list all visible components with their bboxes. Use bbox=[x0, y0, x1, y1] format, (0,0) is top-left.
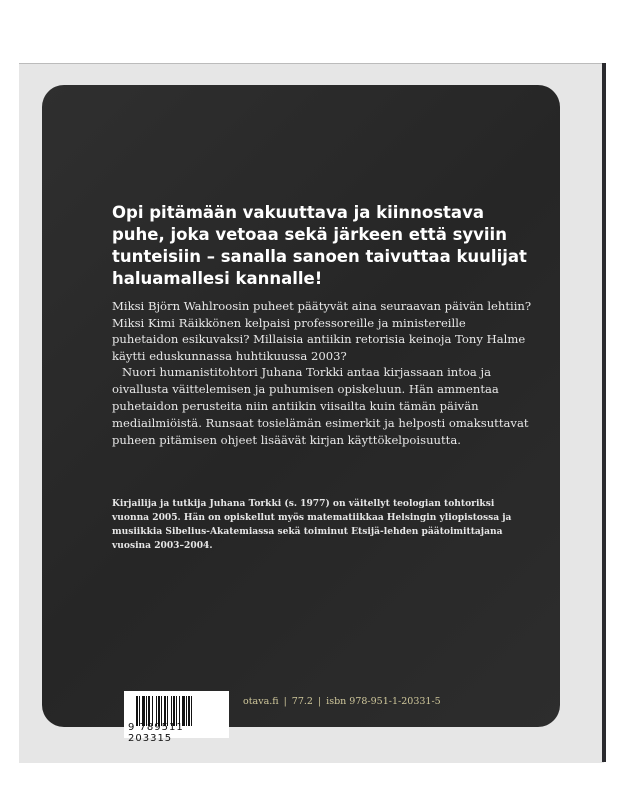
separator: | bbox=[283, 696, 287, 707]
blurb bbox=[112, 298, 532, 449]
barcode bbox=[124, 691, 229, 744]
blurb-paragraph: Nuori humanistitohtori Juhana Torkki antaa kirjassaan intoa ja oivallusta väittelemisen ja puhumisen opiskeluun. Hän ammentaa puhetaidon perusteita niin antiikin viisailta kuin tämän päivän mediailmiöistä. Runsaat tosielämän esimerkit ja helposti omaksuttavat puheen pitämisen ohjeet lisäävät kirjan käyttökelpoisuutta. bbox=[112, 365, 529, 447]
blurb-paragraph: Miksi Björn Wahlroosin puheet päätyvät aina seuraavan päivän lehtiin? Miksi Kimi Räikkönen kelpaisi professoreille ja ministereille puhetaidon esikuvaksi? Millaisia antiikin retorisia keinoja Tony Halme käytti eduskunnassa huhtikuussa 2003? bbox=[112, 299, 532, 363]
publisher-info bbox=[243, 696, 441, 707]
classification: 77.2 bbox=[291, 696, 313, 707]
book-spine-edge bbox=[602, 63, 606, 762]
isbn: isbn 978-951-1-20331-5 bbox=[326, 696, 441, 707]
author-bio: Kirjailija ja tutkija Juhana Torkki (s. 1977) on väitellyt teologian tohtoriksi vuonna 2005. Hän on opiskellut myös matematiikkaa Helsingin yliopistossa ja musiikkia Sibelius-Akatemiassa sekä toiminut Etsijä-lehden päätoimittajana vuosina 2003–2004. bbox=[112, 498, 512, 551]
separator: | bbox=[317, 696, 322, 707]
publisher-site: otava.fi bbox=[243, 696, 279, 707]
barcode-number: 9 789511 203315 bbox=[128, 722, 184, 744]
headline: Opi pitämään vakuuttava ja kiinnostava puhe, joka vetoaa sekä järkeen että syviin tunteisiin – sanalla sanoen taivuttaa kuulijat haluamallesi kannalle! bbox=[112, 203, 527, 288]
